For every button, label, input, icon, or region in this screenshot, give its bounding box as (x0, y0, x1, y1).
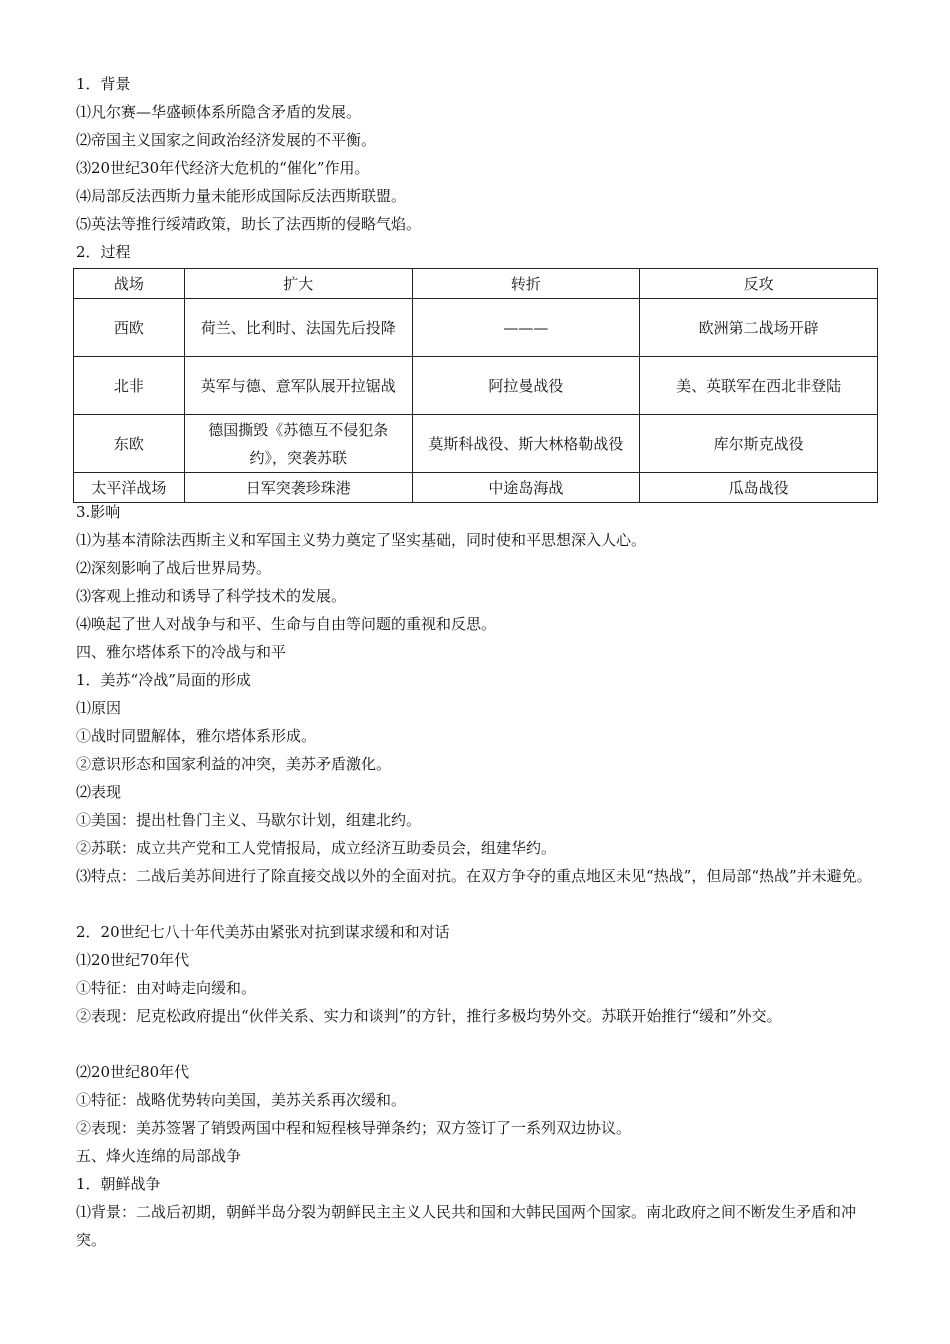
part4-s1-reason-a: ①战时同盟解体，雅尔塔体系形成。 (76, 727, 317, 745)
table-cell: 太平洋战场 (74, 473, 185, 503)
section-heading-background: 1．背景 (76, 75, 131, 93)
table-cell: 阿拉曼战役 (412, 357, 640, 415)
part4-s1-heading: 1．美苏“冷战”局面的形成 (76, 671, 251, 689)
section-heading-process: 2．过程 (76, 243, 131, 261)
table-cell: 北非 (74, 357, 185, 415)
header-expansion: 扩大 (184, 269, 412, 299)
impact-item-4: ⑷唤起了世人对战争与和平、生命与自由等问题的重视和反思。 (76, 615, 497, 633)
part5-s1-heading: 1．朝鲜战争 (76, 1175, 161, 1193)
header-counteroffensive: 反攻 (640, 269, 878, 299)
header-turning-point: 转折 (412, 269, 640, 299)
part5-s1-background: ⑴背景：二战后初期，朝鲜半岛分裂为朝鲜民主主义人民共和国和大韩民国两个国家。南北政府之间不断发生矛盾和冲突。 (76, 1203, 857, 1249)
table-row (74, 299, 878, 357)
table-cell: 莫斯科战役、斯大林格勒战役 (412, 415, 640, 473)
part4-s1-reason-b: ②意识形态和国家利益的冲突，美苏矛盾激化。 (76, 755, 392, 773)
part4-s2-80s-b: ②表现：美苏签署了销毁两国中程和短程核导弹条约；双方签订了一系列双边协议。 (76, 1119, 632, 1137)
part4-s1-manifestation: ⑵表现 (76, 783, 122, 801)
header-battlefield: 战场 (74, 269, 185, 299)
background-item-2: ⑵帝国主义国家之间政治经济发展的不平衡。 (76, 131, 377, 149)
part4-s1-manifestation-a: ①美国：提出杜鲁门主义、马歇尔计划，组建北约。 (76, 811, 422, 829)
impact-item-3: ⑶客观上推动和诱导了科学技术的发展。 (76, 587, 347, 605)
part4-s2-70s: ⑴20世纪70年代 (76, 951, 190, 969)
part4-s1-reason: ⑴原因 (76, 699, 122, 717)
table-cell: 瓜岛战役 (640, 473, 878, 503)
impact-item-2: ⑵深刻影响了战后世界局势。 (76, 559, 272, 577)
table-cell: 西欧 (74, 299, 185, 357)
table-row (74, 357, 878, 415)
part4-s2-80s: ⑵20世纪80年代 (76, 1063, 190, 1081)
background-item-4: ⑷局部反法西斯力量未能形成国际反法西斯联盟。 (76, 187, 407, 205)
table-row (74, 415, 878, 473)
background-item-5: ⑸英法等推行绥靖政策，助长了法西斯的侵略气焰。 (76, 215, 422, 233)
part4-s1-manifestation-b: ②苏联：成立共产党和工人党情报局，成立经济互助委员会，组建华约。 (76, 839, 557, 857)
part4-s2-70s-a: ①特征：由对峙走向缓和。 (76, 979, 257, 997)
part4-s1-feature: ⑶特点：二战后美苏间进行了除直接交战以外的全面对抗。在双方争夺的重点地区未见“热战”，但局部“热战”并未避免。 (76, 867, 872, 885)
table-cell: 东欧 (74, 415, 185, 473)
impact-item-1: ⑴为基本清除法西斯主义和军国主义势力奠定了坚实基础，同时使和平思想深入人心。 (76, 531, 647, 549)
section-heading-impact: 3.影响 (76, 503, 121, 521)
table-cell: 英军与德、意军队展开拉锯战 (184, 357, 412, 415)
table-cell: 库尔斯克战役 (640, 415, 878, 473)
table-cell: 美、英联军在西北非登陆 (640, 357, 878, 415)
table-cell: ——— (412, 299, 640, 357)
table-header-row (74, 269, 878, 299)
table-cell: 日军突袭珍珠港 (184, 473, 412, 503)
table-cell: 荷兰、比利时、法国先后投降 (184, 299, 412, 357)
table-cell: 中途岛海战 (412, 473, 640, 503)
background-item-1: ⑴凡尔赛—华盛顿体系所隐含矛盾的发展。 (76, 103, 362, 121)
table-cell: 德国撕毁《苏德互不侵犯条约》，突袭苏联 (184, 415, 412, 473)
part4-title: 四、雅尔塔体系下的冷战与和平 (76, 643, 287, 661)
battlefield-table (73, 268, 878, 503)
part4-s2-80s-a: ①特征：战略优势转向美国，美苏关系再次缓和。 (76, 1091, 407, 1109)
part4-s2-heading: 2．20世纪七八十年代美苏由紧张对抗到谋求缓和和对话 (76, 923, 450, 941)
part5-title: 五、烽火连绵的局部战争 (76, 1147, 242, 1165)
background-item-3: ⑶20世纪30年代经济大危机的“催化”作用。 (76, 159, 370, 177)
part4-s2-70s-b: ②表现：尼克松政府提出“伙伴关系、实力和谈判”的方针，推行多极均势外交。苏联开始推行“缓和”外交。 (76, 1007, 782, 1025)
table-cell: 欧洲第二战场开辟 (640, 299, 878, 357)
